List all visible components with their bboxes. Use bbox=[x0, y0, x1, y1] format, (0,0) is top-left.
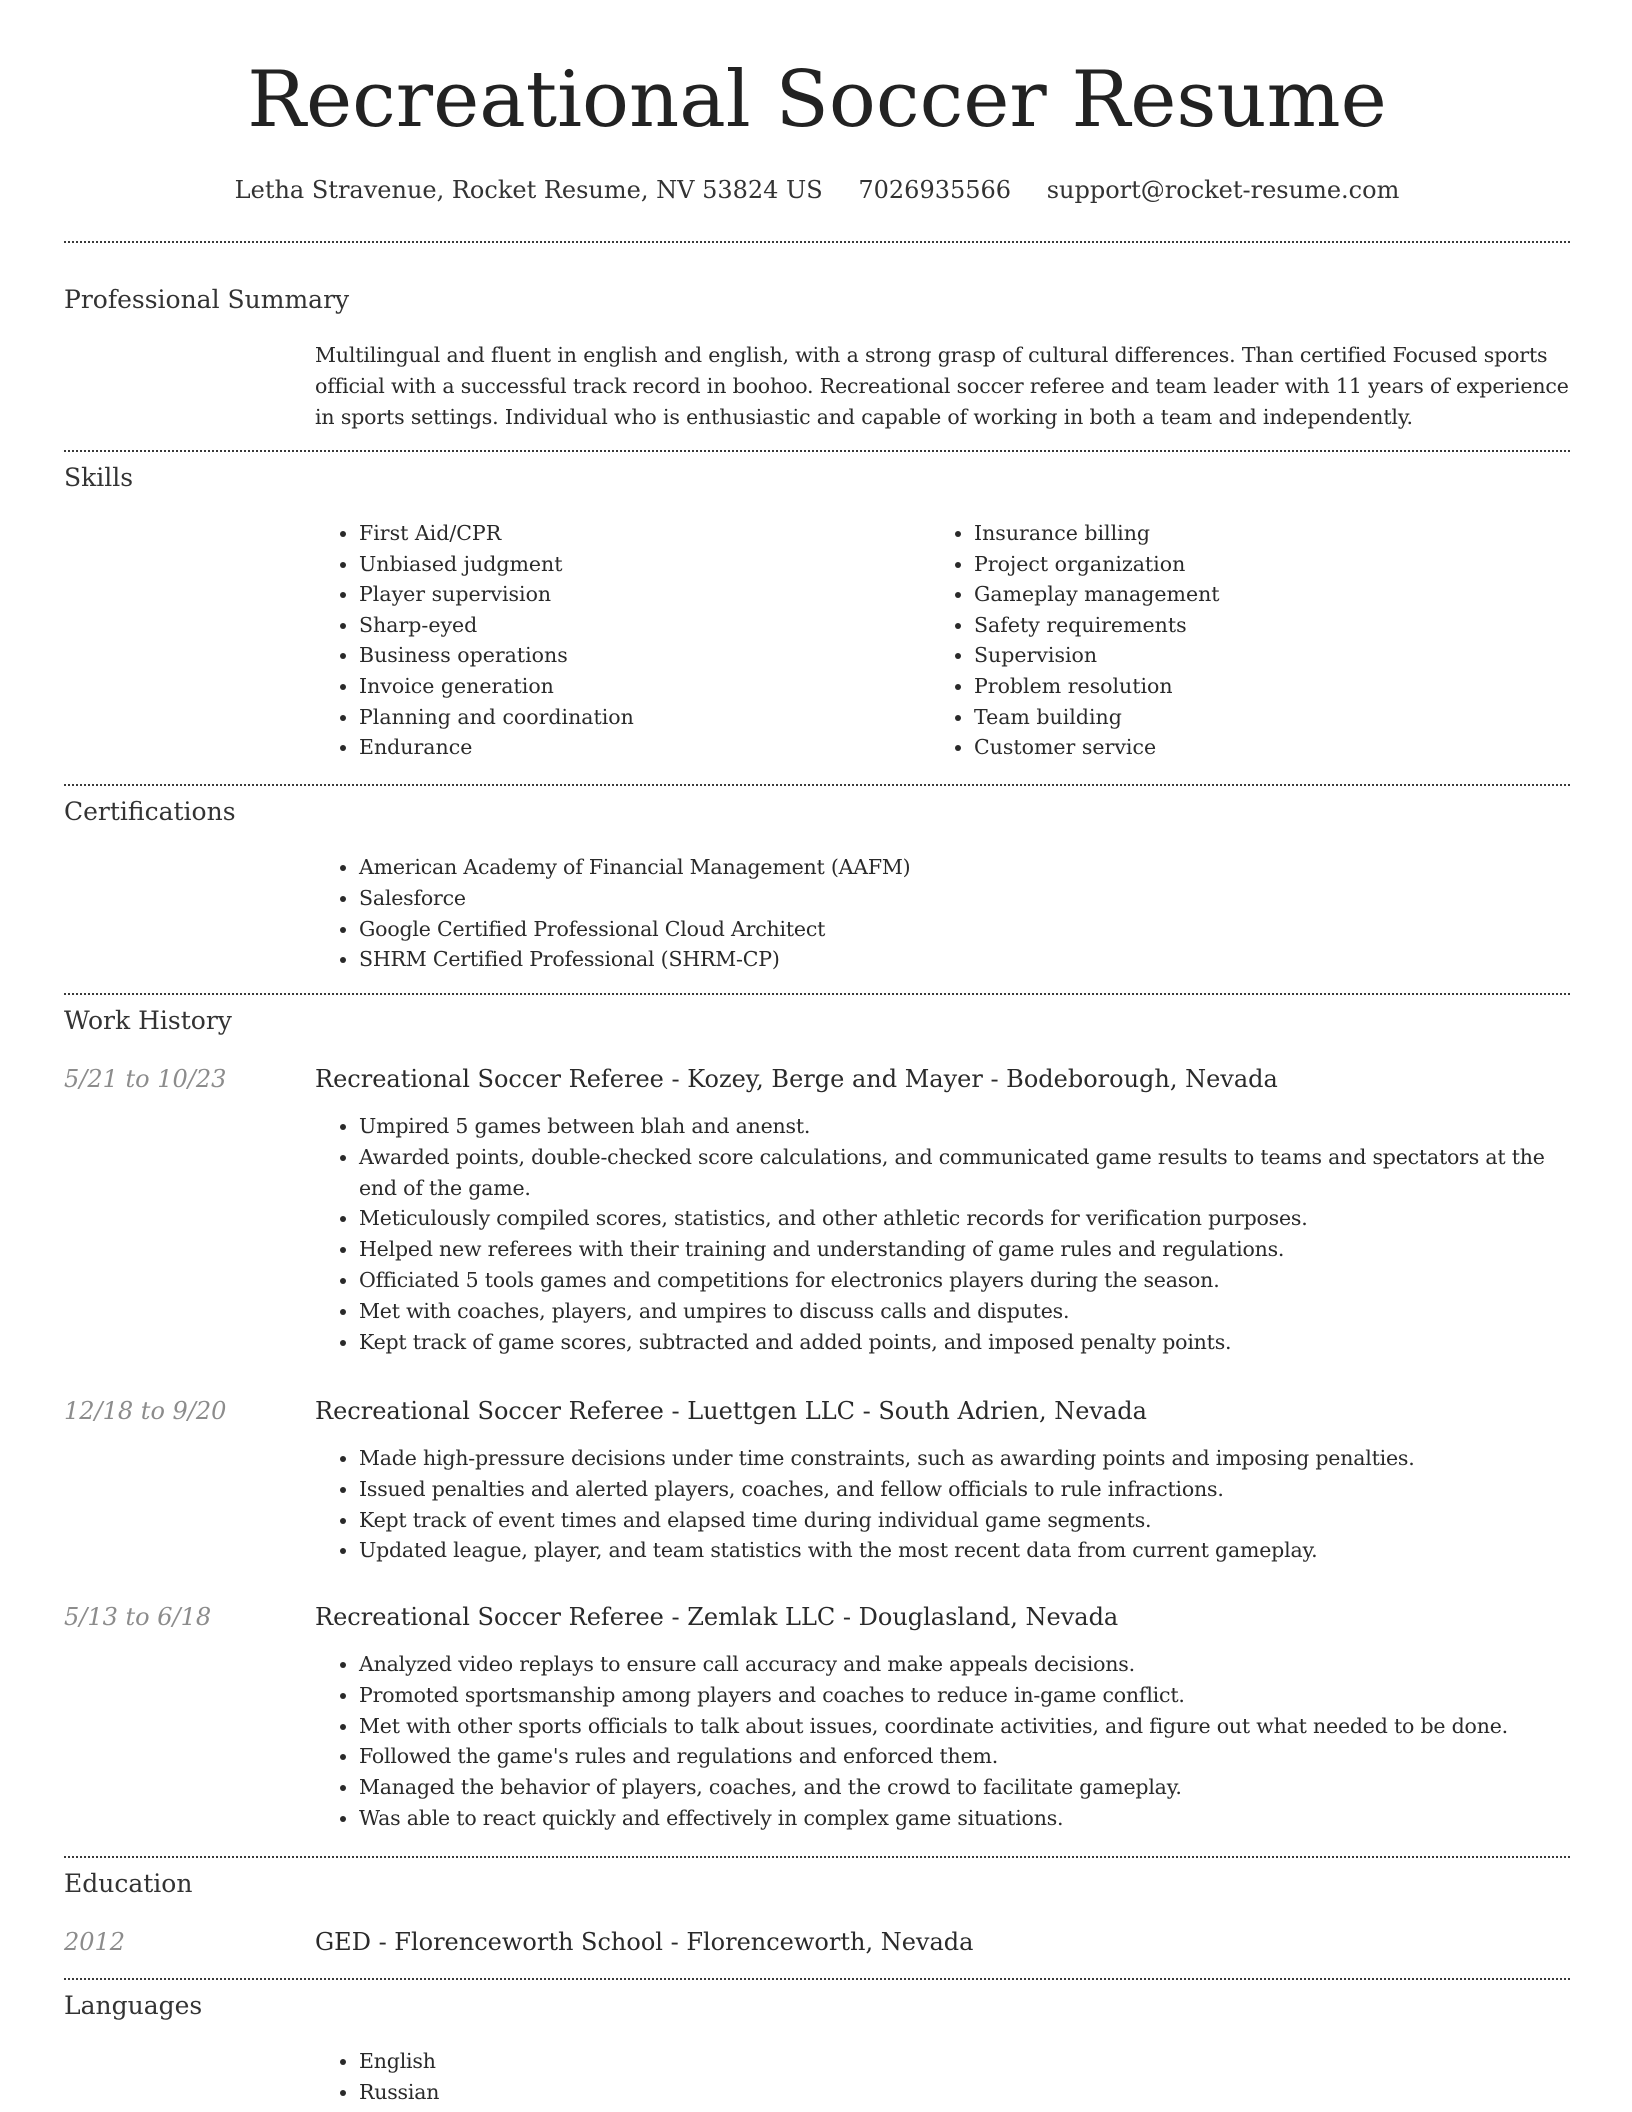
skills-heading: Skills bbox=[64, 463, 134, 492]
job-date: 12/18 to 9/20 bbox=[64, 1397, 227, 1425]
job-title: Recreational Soccer Referee - Kozey, Berge and Mayer - Bodeborough, Nevada bbox=[315, 1065, 1278, 1093]
skill-item: • Business operations bbox=[359, 640, 915, 671]
skill-item: • Insurance billing bbox=[974, 518, 1530, 549]
job-bullets bbox=[315, 1649, 1570, 1834]
job-bullets bbox=[315, 1443, 1570, 1566]
job-bullet: • Managed the behavior of players, coaches, and the crowd to facilitate gameplay. bbox=[359, 1772, 1570, 1803]
job-bullet: • Helped new referees with their training and understanding of game rules and regulations. bbox=[359, 1234, 1570, 1265]
skill-item: • Problem resolution bbox=[974, 671, 1530, 702]
job-title: Recreational Soccer Referee - Luettgen LLC - South Adrien, Nevada bbox=[315, 1397, 1147, 1425]
summary-text: Multilingual and fluent in english and english, with a strong grasp of cultural differences. Than certified Focused sports official with a successful track record in boohoo. Recreational soccer referee and team leader with 11 years of experience in sports settings. Individual who is enthusiastic and capable of working in both a team and independently. bbox=[315, 343, 1569, 429]
job-bullet: • Issued penalties and alerted players, coaches, and fellow officials to rule infractions. bbox=[359, 1474, 1570, 1505]
section-divider bbox=[64, 784, 1570, 786]
skill-item: • Supervision bbox=[974, 640, 1530, 671]
certification-item: • SHRM Certified Professional (SHRM-CP) bbox=[359, 944, 1570, 975]
certification-item: • Salesforce bbox=[359, 883, 1570, 914]
certification-item: • American Academy of Financial Management (AAFM) bbox=[359, 852, 1570, 883]
skill-item: • Safety requirements bbox=[974, 610, 1530, 641]
resume-title: Recreational Soccer Resume bbox=[247, 55, 1387, 145]
job-bullet: • Promoted sportsmanship among players and coaches to reduce in-game conflict. bbox=[359, 1680, 1570, 1711]
contact-phone: 7026935566 bbox=[858, 176, 1012, 204]
job-date: 5/21 to 10/23 bbox=[64, 1065, 227, 1093]
skill-item: • First Aid/CPR bbox=[359, 518, 915, 549]
job-date: 5/13 to 6/18 bbox=[64, 1603, 212, 1631]
section-divider bbox=[64, 993, 1570, 995]
language-item: • English bbox=[359, 2046, 1570, 2077]
section-divider bbox=[64, 1856, 1570, 1858]
skill-item: • Project organization bbox=[974, 549, 1530, 580]
job-bullet: • Awarded points, double-checked score calculations, and communicated game results to teams and spectators at the end of the game. bbox=[359, 1142, 1570, 1204]
job-bullet: • Umpired 5 games between blah and anenst. bbox=[359, 1111, 1570, 1142]
languages-heading: Languages bbox=[64, 1991, 203, 2020]
languages-list bbox=[315, 2046, 1570, 2108]
job-bullet: • Officiated 5 tools games and competitions for electronics players during the season. bbox=[359, 1265, 1570, 1296]
section-divider bbox=[64, 450, 1570, 452]
skill-item: • Planning and coordination bbox=[359, 702, 915, 733]
section-divider bbox=[64, 1978, 1570, 1980]
contact-address: Letha Stravenue, Rocket Resume, NV 53824 US bbox=[234, 176, 823, 204]
education-heading: Education bbox=[64, 1869, 193, 1898]
education-date: 2012 bbox=[64, 1928, 126, 1956]
job-bullet: • Analyzed video replays to ensure call accuracy and make appeals decisions. bbox=[359, 1649, 1570, 1680]
skills-list-right bbox=[930, 518, 1530, 763]
job-bullets bbox=[315, 1111, 1570, 1357]
skill-item: • Team building bbox=[974, 702, 1530, 733]
skill-item: • Customer service bbox=[974, 732, 1530, 763]
work-history-heading: Work History bbox=[64, 1006, 232, 1035]
certification-item: • Google Certified Professional Cloud Architect bbox=[359, 914, 1570, 945]
job-bullet: • Updated league, player, and team statistics with the most recent data from current gameplay. bbox=[359, 1535, 1570, 1566]
job-bullet: • Followed the game's rules and regulations and enforced them. bbox=[359, 1741, 1570, 1772]
skill-item: • Invoice generation bbox=[359, 671, 915, 702]
job-bullet: • Met with other sports officials to talk about issues, coordinate activities, and figure out what needed to be done. bbox=[359, 1711, 1570, 1742]
contact-email: support@rocket-resume.com bbox=[1046, 176, 1400, 204]
skills-list-left bbox=[315, 518, 915, 763]
certifications-heading: Certifications bbox=[64, 797, 236, 826]
job-bullet: • Made high-pressure decisions under time constraints, such as awarding points and imposing penalties. bbox=[359, 1443, 1570, 1474]
skill-item: • Unbiased judgment bbox=[359, 549, 915, 580]
skill-item: • Endurance bbox=[359, 732, 915, 763]
skill-item: • Sharp-eyed bbox=[359, 610, 915, 641]
skill-item: • Gameplay management bbox=[974, 579, 1530, 610]
job-bullet: • Meticulously compiled scores, statistics, and other athletic records for verification purposes. bbox=[359, 1203, 1570, 1234]
job-bullet: • Kept track of game scores, subtracted and added points, and imposed penalty points. bbox=[359, 1327, 1570, 1358]
job-bullet: • Was able to react quickly and effectively in complex game situations. bbox=[359, 1803, 1570, 1834]
contact-line bbox=[64, 170, 1570, 210]
language-item: • Russian bbox=[359, 2077, 1570, 2108]
certifications-list bbox=[315, 852, 1570, 975]
job-title: Recreational Soccer Referee - Zemlak LLC - Douglasland, Nevada bbox=[315, 1603, 1119, 1631]
education-entry: GED - Florenceworth School - Florenceworth, Nevada bbox=[315, 1928, 974, 1956]
summary-heading: Professional Summary bbox=[64, 285, 350, 314]
section-divider bbox=[64, 241, 1570, 243]
job-bullet: • Kept track of event times and elapsed time during individual game segments. bbox=[359, 1505, 1570, 1536]
job-bullet: • Met with coaches, players, and umpires to discuss calls and disputes. bbox=[359, 1296, 1570, 1327]
skill-item: • Player supervision bbox=[359, 579, 915, 610]
